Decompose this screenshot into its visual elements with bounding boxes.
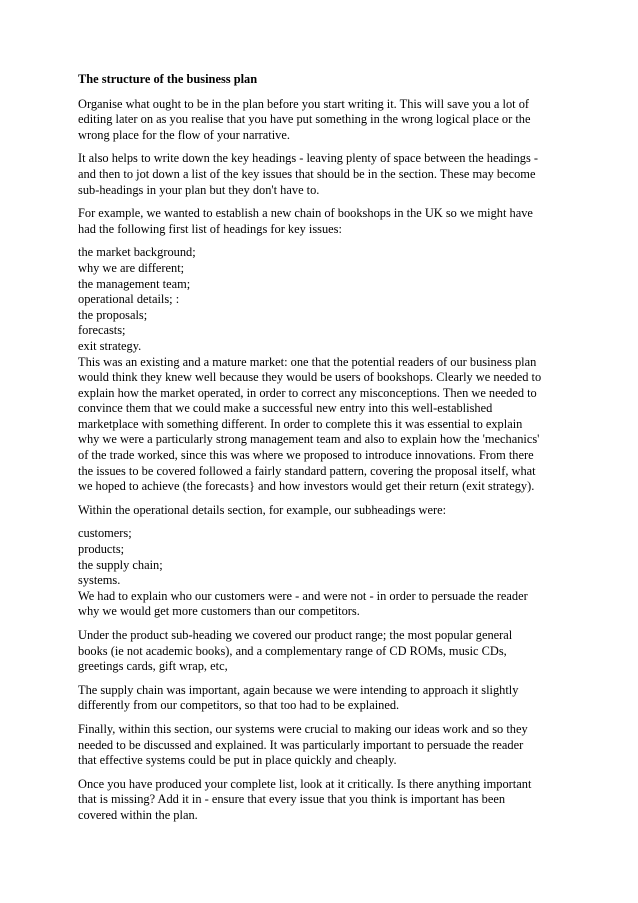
paragraph xyxy=(78,151,568,198)
text-line: why we are different; xyxy=(78,260,185,275)
document-body xyxy=(78,72,568,832)
text-line: wrong place for the flow of your narrative. xyxy=(78,127,290,142)
text-line: sub-headings in your plan but they don't have to. xyxy=(78,182,320,197)
text-line: needed to be discussed and explained. It was particularly important to persuade the reader xyxy=(78,737,524,752)
text-line: the issues to be covered followed a fairly standard pattern, covering the proposal itself, what xyxy=(78,463,536,478)
text-line: the supply chain; xyxy=(78,557,163,572)
paragraph xyxy=(78,683,568,714)
text-line: forecasts; xyxy=(78,323,126,338)
paragraph xyxy=(78,722,568,769)
text-line: editing later on as you realise that you have put something in the wrong logical place or the xyxy=(78,112,531,127)
paragraph xyxy=(78,526,568,620)
text-line: customers; xyxy=(78,526,132,541)
text-line: greetings cards, gift wrap, etc, xyxy=(78,659,228,674)
text-line: books (ie not academic books), and a complementary range of CD ROMs, music CDs, xyxy=(78,643,507,658)
text-line: the market background; xyxy=(78,245,196,260)
text-line: Within the operational details section, for example, our subheadings were: xyxy=(78,502,447,517)
text-line: Once you have produced your complete list, look at it critically. Is there anything important xyxy=(78,776,532,791)
text-line: and then to jot down a list of the key issues that should be in the section. These may become xyxy=(78,166,536,181)
section-title: The structure of the business plan xyxy=(78,72,258,86)
text-line: operational details; : xyxy=(78,292,180,307)
text-line: It also helps to write down the key headings - leaving plenty of space between the headings - xyxy=(78,151,539,166)
text-line: exit strategy. xyxy=(78,338,142,353)
text-line: differently from our competitors, so that too had to be explained. xyxy=(78,698,400,713)
text-line: convince them that we could make a successful new entry into this well-established xyxy=(78,401,493,416)
text-line: why we would get more customers than our competitors. xyxy=(78,604,360,619)
paragraph xyxy=(78,777,568,824)
text-line: Finally, within this section, our systems were crucial to making our ideas work and so they xyxy=(78,721,528,736)
paragraph xyxy=(78,628,568,675)
text-line: marketplace with something different. In order to complete this it was essential to explain xyxy=(78,416,523,431)
text-line: We had to explain who our customers were - and were not - in order to persuade the reader xyxy=(78,588,528,603)
text-line: For example, we wanted to establish a new chain of bookshops in the UK so we might have xyxy=(78,206,533,221)
text-line: the management team; xyxy=(78,276,191,291)
text-line: that effective systems could be put in place quickly and cheaply. xyxy=(78,753,397,768)
text-line: had the following first list of headings for key issues: xyxy=(78,221,342,236)
text-line: would think they knew well because they would be users of bookshops. Clearly we needed to xyxy=(78,370,542,385)
paragraph xyxy=(78,245,568,495)
text-line: of the trade worked, since this was where we proposed to introduce innovations. From there xyxy=(78,448,534,463)
text-line: explain how the market operated, in order to correct any misconceptions. Then we needed to xyxy=(78,385,537,400)
text-line: This was an existing and a mature market: one that the potential readers of our business plan xyxy=(78,354,537,369)
text-line: Organise what ought to be in the plan before you start writing it. This will save you a lot of xyxy=(78,96,530,111)
text-line: products; xyxy=(78,542,125,557)
paragraph xyxy=(78,503,568,519)
text-line: covered within the plan. xyxy=(78,807,198,822)
paragraph xyxy=(78,97,568,144)
text-line: why we were a particularly strong management team and also to explain how the 'mechanics' xyxy=(78,432,540,447)
text-line: that is missing? Add it in - ensure that every issue that you think is important has been xyxy=(78,792,506,807)
text-line: Under the product sub-heading we covered our product range; the most popular general xyxy=(78,628,513,642)
text-line: systems. xyxy=(78,573,121,588)
paragraph xyxy=(78,206,568,237)
text-line: we hoped to achieve (the forecasts} and how investors would get their return (exit strategy). xyxy=(78,479,535,494)
text-line: The supply chain was important, again because we were intending to approach it slightly xyxy=(78,682,519,697)
text-line: the proposals; xyxy=(78,307,148,322)
